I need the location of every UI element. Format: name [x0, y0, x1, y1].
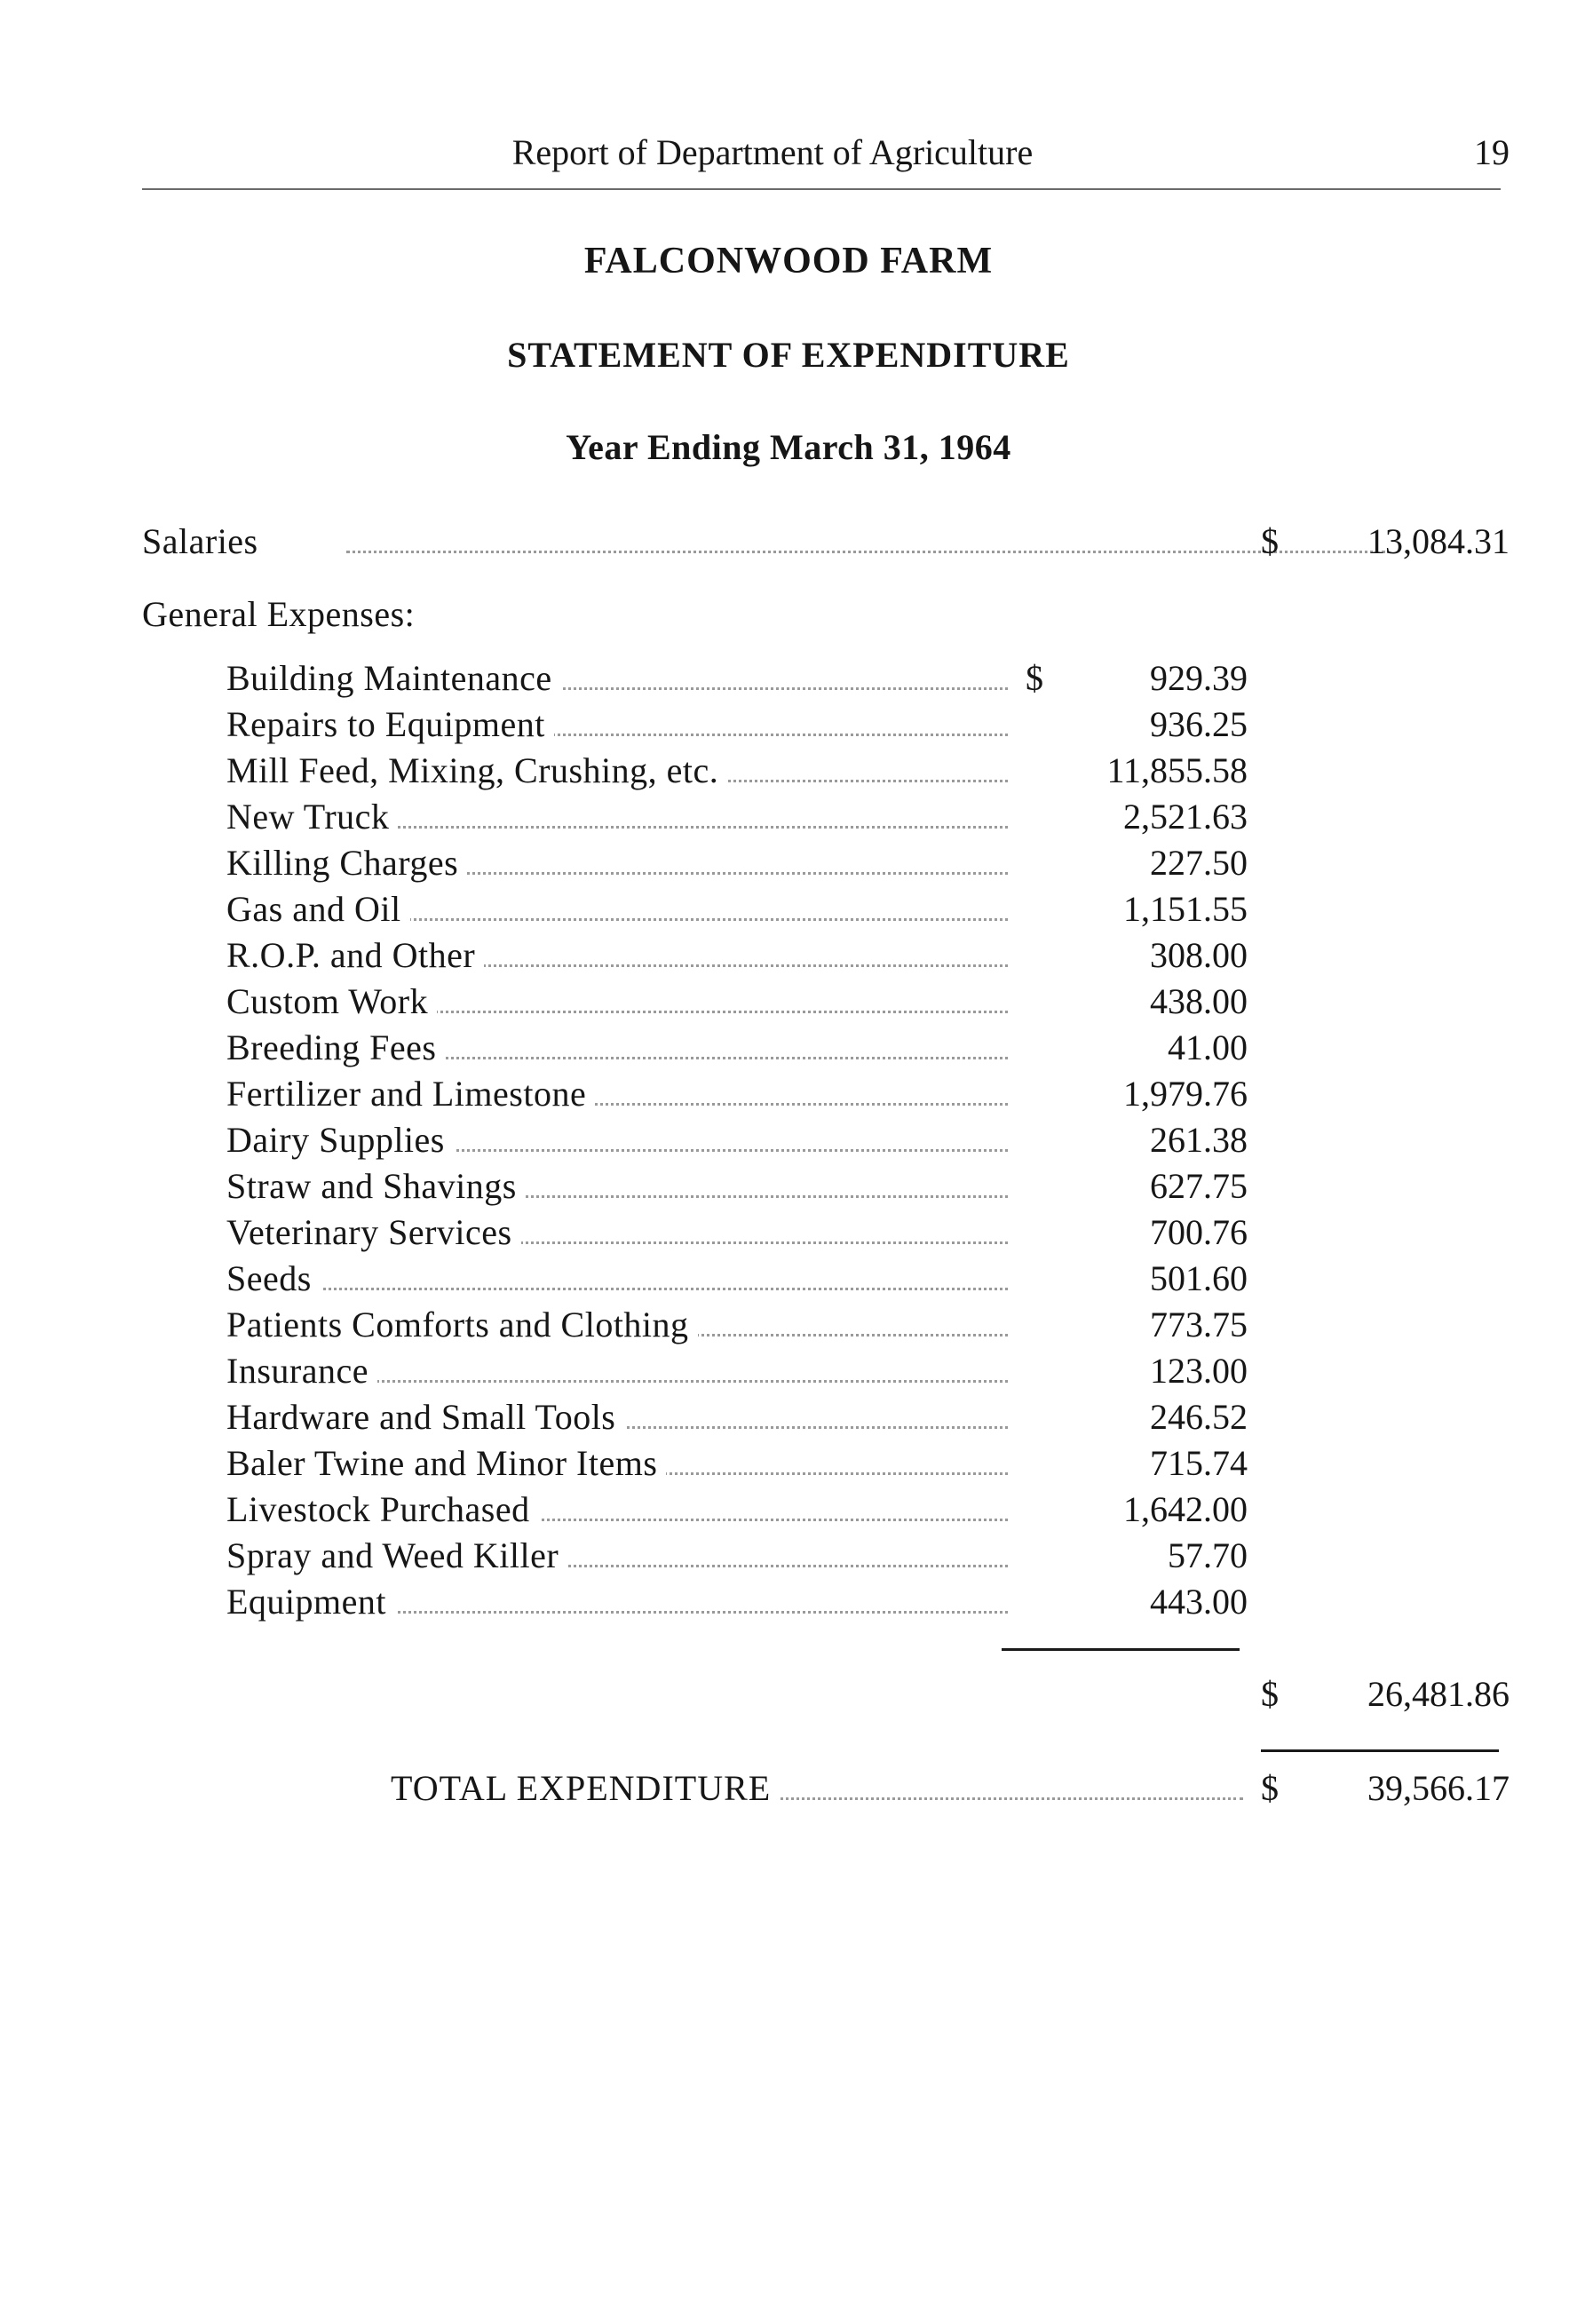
expense-amount: 2,521.63 [1123, 797, 1248, 837]
expense-row [226, 1256, 1248, 1302]
expense-row [226, 1394, 1248, 1440]
expense-row [226, 1025, 1248, 1071]
expense-row [226, 794, 1248, 840]
expense-amount: 1,979.76 [1123, 1074, 1248, 1114]
expense-label: Fertilizer and Limestone [226, 1071, 595, 1117]
expense-row [226, 1440, 1248, 1487]
dot-leader [226, 1288, 1008, 1290]
expense-row [226, 886, 1248, 932]
expense-label: Livestock Purchased [226, 1487, 539, 1533]
expense-amount: 41.00 [1168, 1027, 1248, 1067]
expense-amount: 773.75 [1150, 1305, 1248, 1344]
total-expenditure-label: TOTAL EXPENDITURE [391, 1765, 780, 1812]
expense-amount: 929.39 [1150, 658, 1248, 698]
year-heading: Year Ending March 31, 1964 [566, 427, 1011, 467]
salaries-amount: 13,084.31 [1367, 521, 1510, 561]
expense-label: Custom Work [226, 979, 437, 1025]
expense-amount: 11,855.58 [1106, 750, 1248, 790]
salaries-row [142, 519, 1510, 565]
page-number: 19 [1474, 132, 1510, 172]
expense-row [226, 1163, 1248, 1210]
expense-row [226, 1117, 1248, 1163]
expense-label: Repairs to Equipment [226, 702, 554, 748]
dot-leader [346, 551, 1385, 553]
expense-amount: 1,642.00 [1123, 1489, 1248, 1529]
expense-row [226, 655, 1248, 702]
subtotal-rule [1002, 1648, 1240, 1651]
expense-row [226, 1579, 1248, 1625]
expense-label: Baler Twine and Minor Items [226, 1440, 666, 1487]
expense-label: Straw and Shavings [226, 1163, 526, 1210]
salaries-label: Salaries [142, 519, 267, 565]
expense-row [226, 979, 1248, 1025]
expense-amount: 627.75 [1150, 1166, 1248, 1206]
expense-amount: 700.76 [1150, 1212, 1248, 1252]
expense-label: Killing Charges [226, 840, 467, 886]
expense-amount: 246.52 [1150, 1397, 1248, 1437]
currency-symbol: $ [1261, 1674, 1279, 1714]
expense-label: Mill Feed, Mixing, Crushing, etc. [226, 748, 727, 794]
expense-amount: 261.38 [1150, 1120, 1248, 1160]
expense-row [226, 932, 1248, 979]
expense-label: Building Maintenance [226, 655, 561, 702]
currency-symbol: $ [1261, 521, 1279, 561]
total-expenditure-row [391, 1765, 1510, 1812]
expense-row [226, 748, 1248, 794]
running-head-title: Report of Department of Agriculture [511, 132, 1034, 172]
expense-row [226, 702, 1248, 748]
expense-label: Veterinary Services [226, 1210, 521, 1256]
expense-label: Equipment [226, 1579, 395, 1625]
running-head [142, 126, 1510, 179]
expense-amount: 227.50 [1150, 843, 1248, 883]
currency-symbol: $ [1261, 1768, 1279, 1808]
expense-amount: 57.70 [1168, 1535, 1248, 1575]
expense-label: Spray and Weed Killer [226, 1533, 567, 1579]
expense-label: Insurance [226, 1348, 377, 1394]
expense-items-list [226, 655, 1248, 1625]
expense-row [226, 1487, 1248, 1533]
expense-amount: 308.00 [1150, 935, 1248, 975]
expense-amount: 936.25 [1150, 704, 1248, 744]
expense-amount: 443.00 [1150, 1582, 1248, 1622]
expense-label: New Truck [226, 794, 398, 840]
expense-row [226, 1533, 1248, 1579]
total-expenditure-amount: 39,566.17 [1367, 1768, 1510, 1808]
expense-amount: 1,151.55 [1123, 889, 1248, 929]
expense-label: Hardware and Small Tools [226, 1394, 624, 1440]
expense-label: Breeding Fees [226, 1025, 445, 1071]
expense-label: Patients Comforts and Clothing [226, 1302, 698, 1348]
expense-amount: 123.00 [1150, 1351, 1248, 1391]
expense-label: Dairy Supplies [226, 1117, 454, 1163]
general-expenses-subtotal: 26,481.86 [1367, 1674, 1510, 1714]
farm-heading: FALCONWOOD FARM [583, 241, 994, 282]
currency-symbol: $ [1026, 658, 1043, 698]
general-expenses-label: General Expenses: [142, 594, 416, 634]
expense-amount: 438.00 [1150, 981, 1248, 1021]
expense-label: Gas and Oil [226, 886, 410, 932]
expense-row [226, 1210, 1248, 1256]
expense-row [226, 1348, 1248, 1394]
expense-row [226, 1302, 1248, 1348]
total-rule [1261, 1749, 1499, 1752]
header-rule [142, 188, 1501, 190]
expense-amount: 501.60 [1150, 1258, 1248, 1298]
expense-label: Seeds [226, 1256, 321, 1302]
expense-label: R.O.P. and Other [226, 932, 484, 979]
statement-heading: STATEMENT OF EXPENDITURE [507, 335, 1070, 375]
expense-row [226, 1071, 1248, 1117]
general-expenses-subtotal-row [142, 1671, 1510, 1717]
expense-amount: 715.74 [1150, 1443, 1248, 1483]
expense-row [226, 840, 1248, 886]
